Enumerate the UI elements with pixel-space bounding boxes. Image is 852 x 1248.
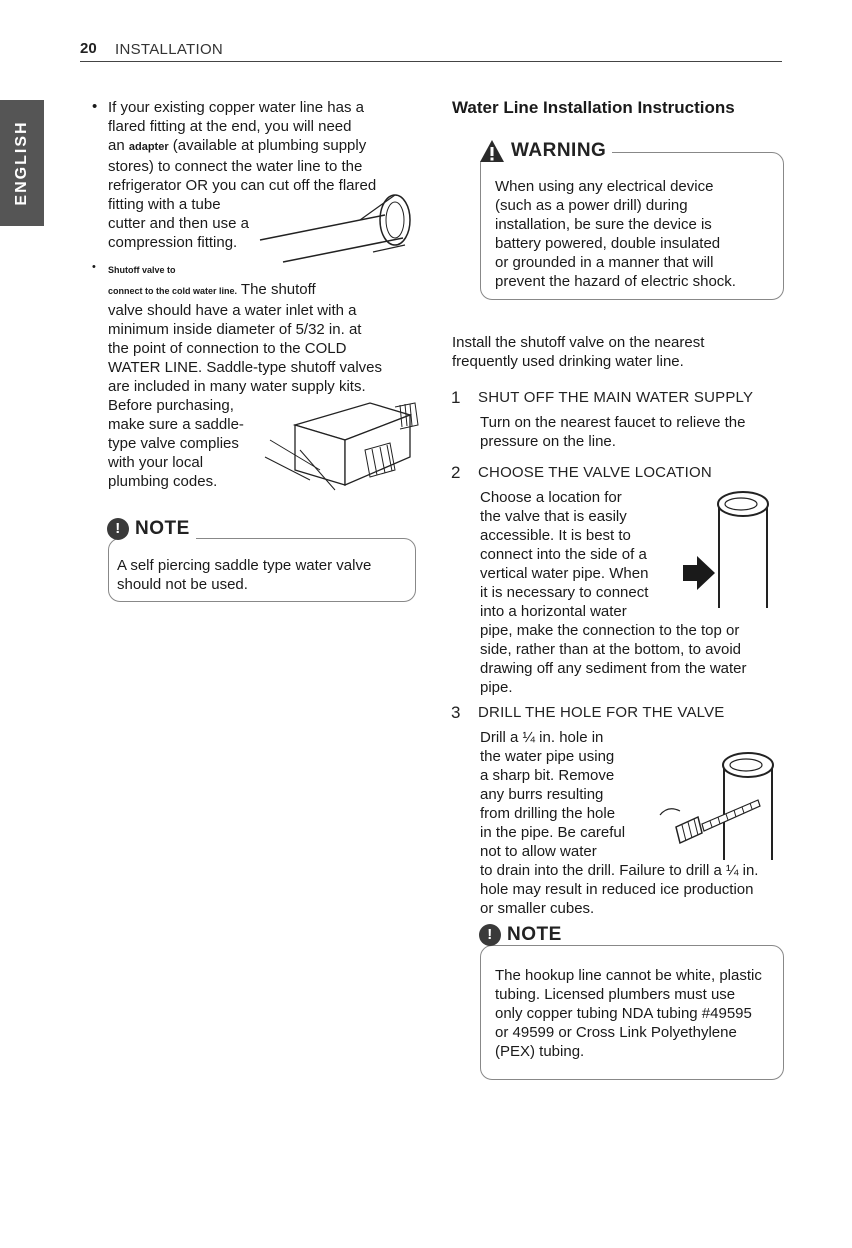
note-text (495, 966, 762, 1061)
text-line: installation, be sure the device is (495, 216, 712, 233)
vertical-pipe-illustration (675, 488, 775, 613)
text-line: vertical water pipe. When (480, 565, 649, 582)
step-number: 2 (451, 463, 461, 482)
text-line: refrigerator OR you can cut off the flared (108, 177, 377, 194)
text-line: A self piercing saddle type water valve (117, 557, 372, 574)
text-line: WATER LINE. Saddle-type shutoff valves (108, 359, 383, 376)
note-box (108, 518, 416, 602)
text-line: from drilling the hole (480, 805, 616, 822)
section-title: Water Line Installation Instructions (452, 98, 735, 117)
text-line: plumbing codes. (108, 473, 218, 490)
text-line: only copper tubing NDA tubing #49595 (495, 1005, 752, 1022)
text-line (108, 280, 408, 301)
note-box (480, 924, 784, 1080)
text-line: frequently used drinking water line. (452, 353, 684, 370)
note-title-text: NOTE (135, 518, 190, 540)
language-tab-label: ENGLISH (13, 120, 30, 206)
intro-text (452, 333, 704, 371)
text-span: (available at plumbing supply (168, 137, 367, 154)
text-line: the point of connection to the COLD (108, 340, 347, 357)
text-line: in the pipe. Be careful (480, 824, 626, 841)
warning-title-text: WARNING (511, 140, 607, 162)
header-divider (80, 61, 782, 62)
text-line: are included in many water supply kits. (108, 378, 366, 395)
note-header (107, 518, 196, 540)
note-title (107, 518, 196, 539)
text-line: cutter and then use a (108, 215, 249, 232)
text-line: side, rather than at the bottom, to avoid (480, 641, 741, 658)
text-line: Turn on the nearest faucet to relieve the (480, 414, 746, 431)
drill-pipe-illustration (640, 745, 775, 865)
note-text (117, 556, 371, 594)
text-line: Drill a ¼ in. hole in (480, 729, 604, 746)
language-tab (0, 100, 44, 226)
text-line: drawing off any sediment from the water (480, 660, 747, 677)
text-line: hole may result in reduced ice production (480, 881, 754, 898)
bold-term: connect to the cold water line. (108, 286, 238, 296)
text-line: should not be used. (117, 576, 248, 593)
text-line: any burrs resulting (480, 786, 604, 803)
text-line: or 49599 or Cross Link Polyethylene (495, 1024, 737, 1041)
text-line: connect into the side of a (480, 546, 647, 563)
text-line: battery powered, double insulated (495, 235, 721, 252)
text-span: an (108, 137, 129, 154)
step-body (480, 413, 745, 451)
text-line: fitting with a tube (108, 196, 221, 213)
note-title (479, 924, 568, 945)
text-line: The hookup line cannot be white, plastic (495, 967, 762, 984)
text-line: to drain into the drill. Failure to drill a ¼ in. (480, 862, 759, 879)
bullet-marker: • (92, 261, 96, 273)
text-line: tubing. Licensed plumbers must use (495, 986, 736, 1003)
note-header (479, 924, 568, 946)
text-line: type valve complies (108, 435, 239, 452)
text-line: or smaller cubes. (480, 900, 595, 917)
text-line: flared fitting at the end, you will need (108, 118, 352, 135)
step-title: SHUT OFF THE MAIN WATER SUPPLY (478, 389, 754, 406)
step-title: CHOOSE THE VALVE LOCATION (478, 464, 712, 481)
text-line: it is necessary to connect (480, 584, 649, 601)
step-number: 3 (451, 703, 461, 722)
text-line: Before purchasing, (108, 397, 234, 414)
note-icon: ! (107, 518, 129, 540)
warning-header (479, 139, 612, 163)
text-line: with your local (108, 454, 204, 471)
text-line: not to allow water (480, 843, 597, 860)
text-span: The shutoff (237, 281, 316, 298)
warning-text (495, 177, 736, 291)
warning-title (479, 140, 612, 161)
text-line: When using any electrical device (495, 178, 714, 195)
bold-term: Shutoff valve to (108, 265, 176, 275)
text-line: the valve that is easily (480, 508, 627, 525)
tube-fitting-illustration (255, 190, 420, 270)
text-line: pressure on the line. (480, 433, 616, 450)
text-line: prevent the hazard of electric shock. (495, 273, 736, 290)
note-title-text: NOTE (507, 924, 562, 946)
text-line: (PEX) tubing. (495, 1043, 585, 1060)
text-line: valve should have a water inlet with a (108, 302, 357, 319)
text-line (108, 136, 408, 157)
step-number: 1 (451, 388, 461, 407)
text-line: Choose a location for (480, 489, 622, 506)
text-line: make sure a saddle- (108, 416, 244, 433)
bold-term: adapter (128, 141, 169, 153)
text-line: pipe. (480, 679, 513, 696)
bullet-marker: • (92, 98, 98, 115)
warning-icon (479, 139, 505, 163)
text-line: minimum inside diameter of 5/32 in. at (108, 321, 362, 338)
text-line: (such as a power drill) during (495, 197, 688, 214)
text-line: a sharp bit. Remove (480, 767, 615, 784)
text-line: stores) to connect the water line to the (108, 158, 363, 175)
text-line: If your existing copper water line has a (108, 99, 364, 116)
note-icon: ! (479, 924, 501, 946)
step-title: DRILL THE HOLE FOR THE VALVE (478, 704, 725, 721)
text-line: Install the shutoff valve on the nearest (452, 334, 705, 351)
text-line: accessible. It is best to (480, 527, 631, 544)
text-line: pipe, make the connection to the top or (480, 622, 740, 639)
text-line: the water pipe using (480, 748, 615, 765)
text-line: into a horizontal water (480, 603, 627, 620)
text-line: compression fitting. (108, 234, 238, 251)
section-header: INSTALLATION (115, 41, 224, 58)
warning-box (480, 140, 784, 300)
saddle-valve-illustration (250, 395, 420, 495)
text-line: or grounded in a manner that will (495, 254, 714, 271)
page-number: 20 (80, 40, 97, 57)
